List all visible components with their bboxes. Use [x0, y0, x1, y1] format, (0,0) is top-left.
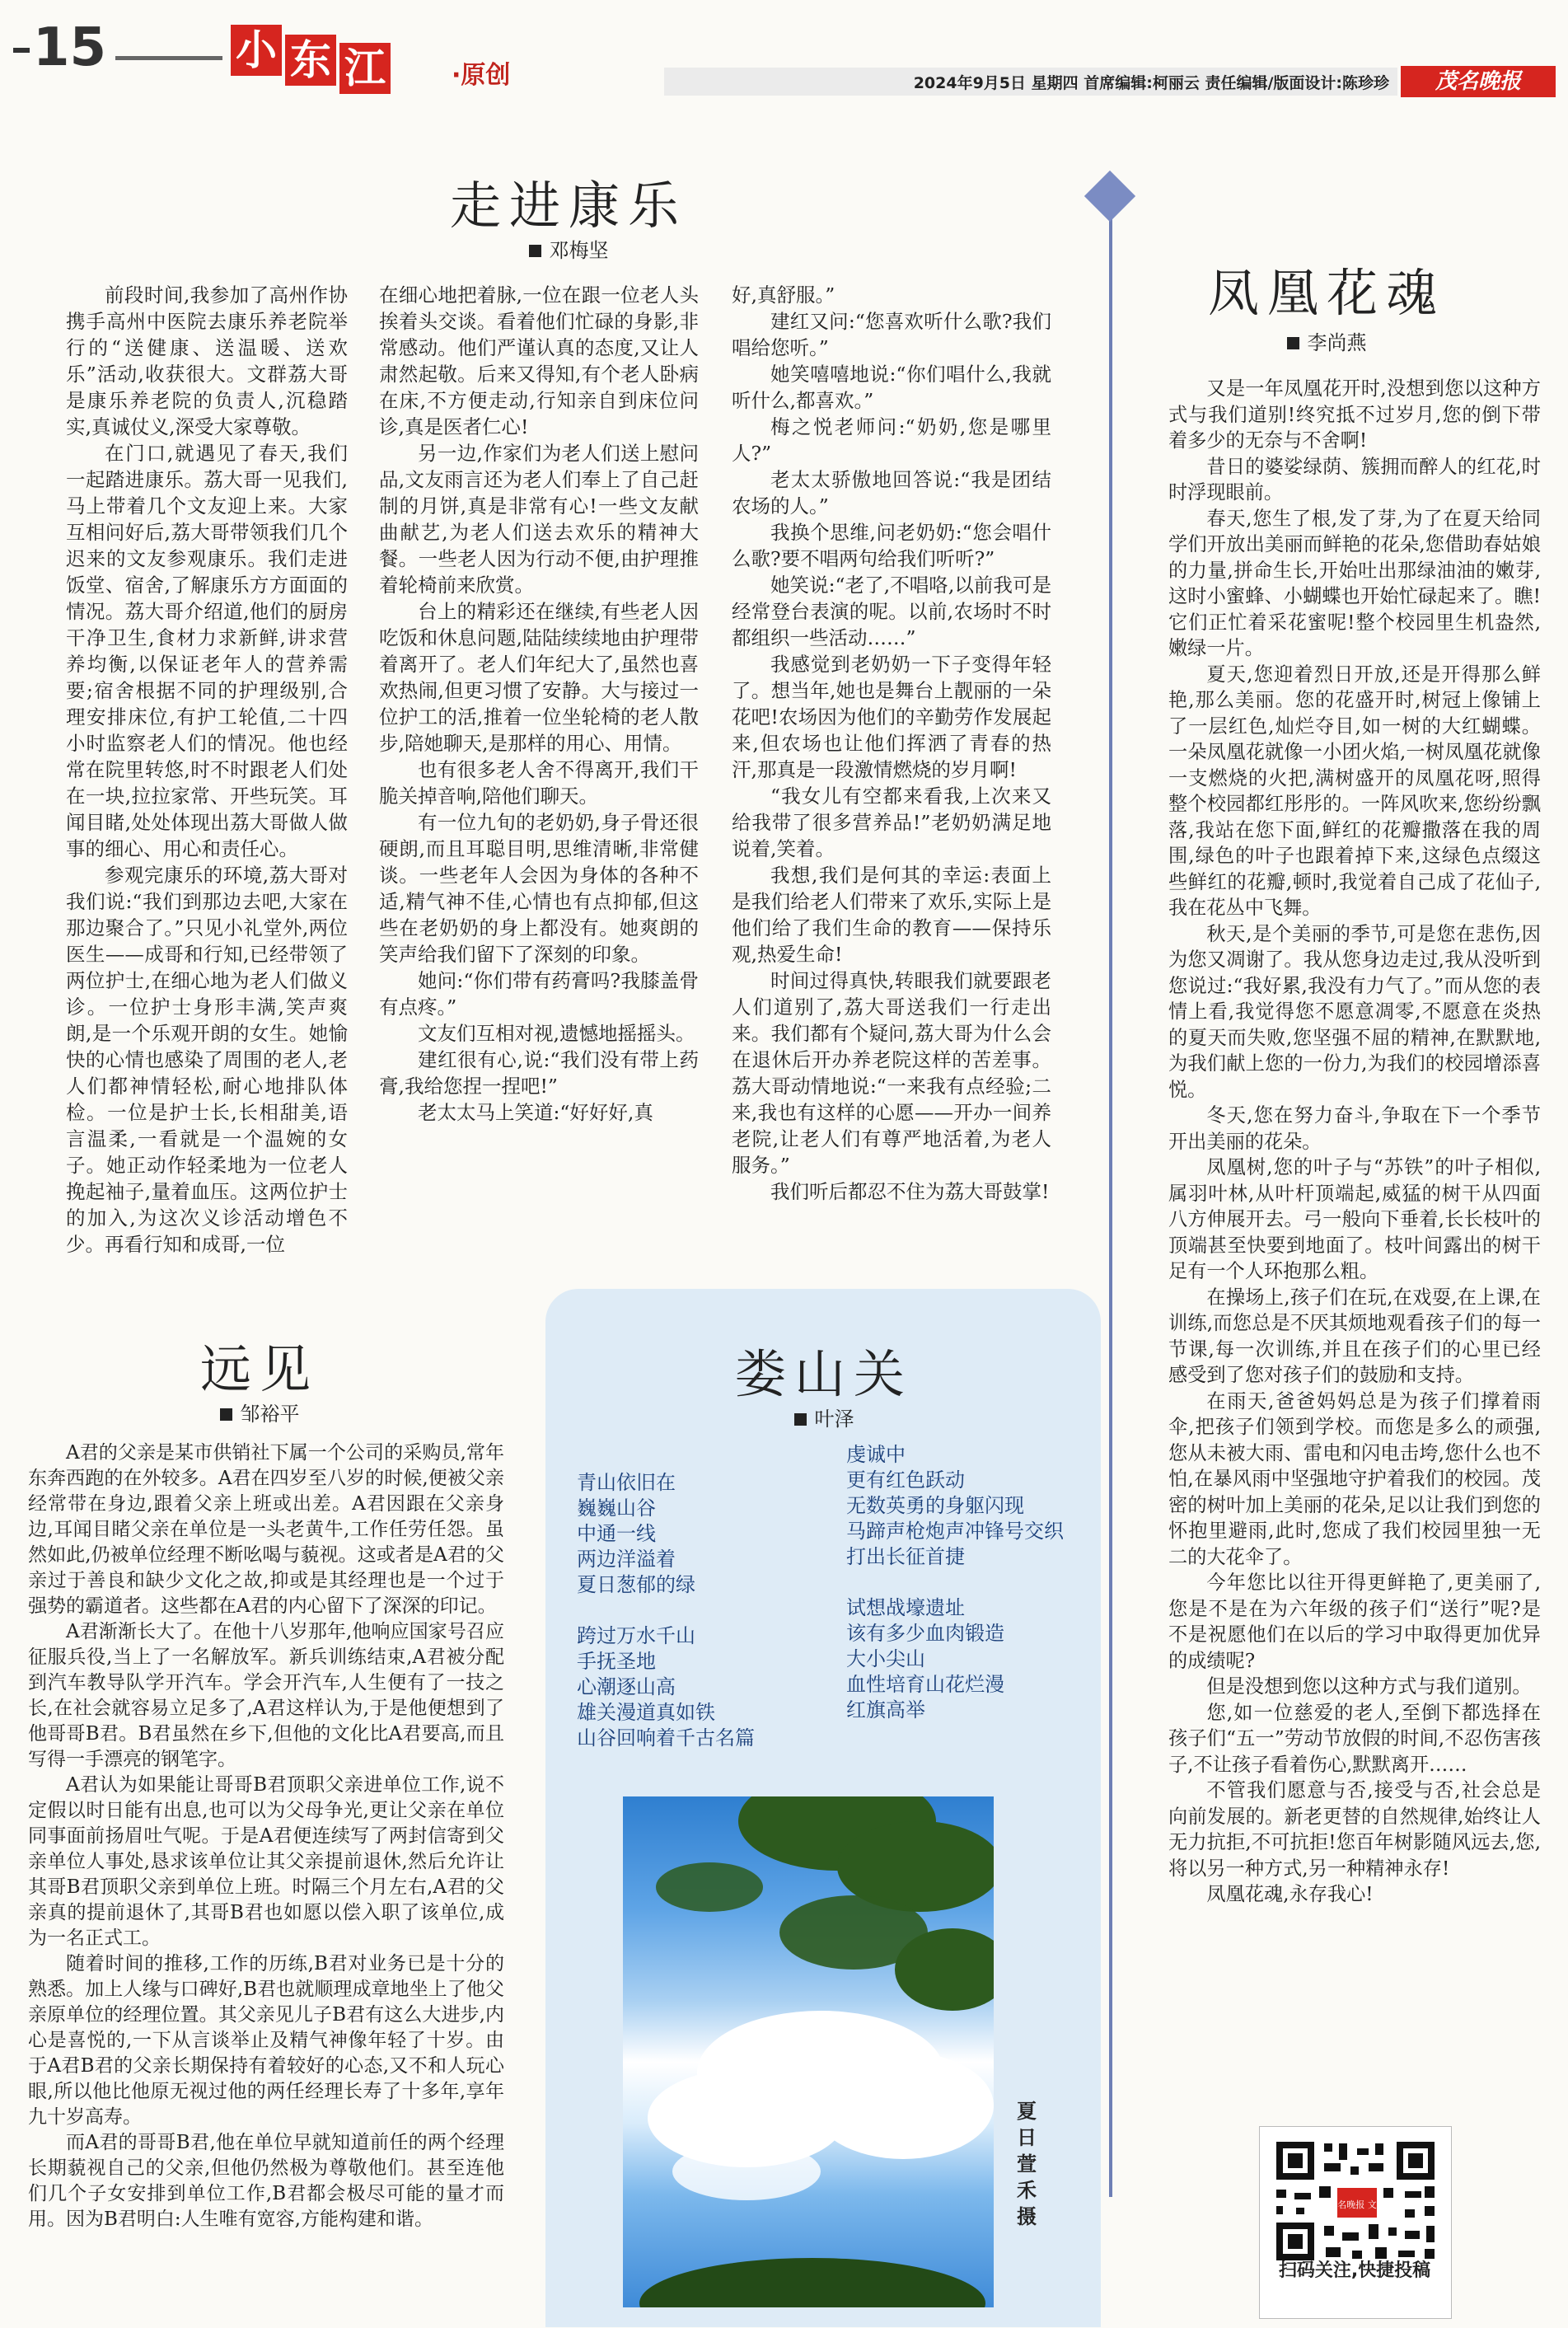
photo-caption: 夏日 萱禾摄 [1017, 2100, 1037, 2228]
article-title-kangle: 走进康乐 [449, 176, 687, 236]
paragraph: 她问:“你们带有药膏吗?我膝盖骨有点疼。” [379, 969, 699, 1019]
article-author-yuanjian: 邹裕平 [74, 1398, 445, 1426]
paragraph: 她笑嘻嘻地说:“你们唱什么,我就听什么,都喜欢。” [732, 363, 1051, 412]
paragraph: 冬天,您在努力奋斗,争取在下一个季节开出美丽的花朵。 [1168, 1104, 1541, 1153]
paragraph: 我想,我们是何其的幸运:表面上是我们给老人们带来了欢乐,实际上是他们给了我们生命的教育——保持乐观,热爱生命! [732, 864, 1051, 966]
article-author-loushan: 叶泽 [643, 1403, 1005, 1431]
poem-line: 两边洋溢着 [577, 1548, 676, 1571]
paragraph: A君渐渐长大了。在他十八岁那年,他响应国家号召应征服兵役,当上了一名解放军。新兵训练结束,A君被分配到汽车教导队学开汽车。学会开汽车,人生便有了一技之长,在社会就容易立足多了,A君这样认为,于是他便想到了他哥哥B君。B君虽然在乡下,但他的文化比A君要高,而且写得一手漂亮的钢笔字。 [28, 1621, 504, 1770]
paragraph: 而A君的哥哥B君,他在单位早就知道前任的两个经理长期藐视自己的父亲,但他仍然极为尊敬他们。甚至连他们几个子女安排到单位工作,B君都会极尽可能的量才而用。因为B君明白:人生唯有宽容,方能构建和谐。 [28, 2132, 504, 2230]
paragraph: 在细心地把着脉,一位在跟一位老人头挨着头交谈。看着他们忙碌的身影,非常感动。他们严谨认真的态度,又让人肃然起敬。后来又得知,有个老人卧病在床,不方便走动,行知亲自到床位问诊,真是医者仁心! [379, 283, 699, 438]
article-author-fenghuang: 李尚燕 [1154, 326, 1500, 355]
poem-line: 试想战壕遗址 [846, 1596, 965, 1619]
paragraph: 梅之悦老师问:“奶奶,您是哪里人?” [732, 415, 1051, 465]
paragraph: 不管我们愿意与否,接受与否,社会总是向前发展的。新老更替的自然规律,始终让人无力抗拒,不可抗拒!您百年树影随风远去,您,将以另一种方式,另一种精神永存! [1168, 1779, 1541, 1880]
qr-logo-text: 茂名晚报 文艺 [1328, 2199, 1386, 2210]
poem-line: 更有红色跃动 [846, 1468, 965, 1492]
poem-line: 虔诚中 [846, 1443, 906, 1466]
poem-line: 青山依旧在 [577, 1471, 676, 1494]
paragraph: 我们听后都忍不住为荔大哥鼓掌! [770, 1180, 1050, 1203]
newspaper-logo: 茂名晚报 [1401, 66, 1556, 97]
paragraph: 另一边,作家们为老人们送上慰问品,文友雨言还为老人们奉上了自己赶制的月饼,真是非常有心!一些文友献曲献艺,为老人们送去欢乐的精神大餐。一些老人因为行动不便,由护理推着轮椅前来欣赏。 [379, 442, 699, 597]
poem-stanza [577, 1470, 824, 1598]
paragraph: 在门口,就遇见了春天,我们一起踏进康乐。荔大哥一见我们,马上带着几个文友迎上来。大家互相问好后,荔大哥带领我们几个迟来的文友参观康乐。我们走进饭堂、宿舍,了解康乐方方面面的情况。荔大哥介绍道,他们的厨房干净卫生,食材力求新鲜,讲求营养均衡,以保证老年人的营养需要;宿舍根据不同的护理级别,合理安排床位,有护工轮值,二十四小时监察老人们的情况。他也经常在院里转悠,时不时跟老人们处在一块,拉拉家常、开些玩笑。耳闻目睹,处处体现出荔大哥做人做事的细心、用心和责任心。 [66, 442, 348, 860]
article-author-kangle: 邓梅坚 [346, 234, 791, 263]
section-label: ·原创 [452, 61, 511, 90]
paragraph: 夏天,您迎着烈日开放,还是开得那么鲜艳,那么美丽。您的花盛开时,树冠上像铺上了一层红色,灿烂夺目,如一树的大红蝴蝶。一朵凤凰花就像一小团火焰,一树凤凰花就像一支燃烧的火把,满树盛开的凤凰花呀,照得整个校园都红彤彤的。一阵风吹来,您纷纷飘落,我站在您下面,鲜红的花瓣撒落在我的周围,绿色的叶子也跟着掉下来,这绿色点缀这些鲜红的花瓣,顿时,我觉着自己成了花仙子,我在花丛中飞舞。 [1168, 663, 1541, 919]
poem-line: 夏日葱郁的绿 [577, 1573, 695, 1596]
poem-right-column [846, 1442, 1093, 1749]
brand-char-2: 东 [285, 35, 336, 86]
poem-stanza [846, 1442, 1093, 1570]
poem-line: 心潮逐山高 [577, 1675, 676, 1698]
poem-line: 手抚圣地 [577, 1650, 656, 1673]
poem-line: 雄关漫道真如铁 [577, 1701, 715, 1724]
poem-line: 血性培育山花烂漫 [846, 1673, 1004, 1696]
paragraph: 今年您比以往开得更鲜艳了,更美丽了,您是不是在为六年级的孩子们“送行”呢?是不是祝愿他们在以后的学习中取得更加优异的成绩呢? [1168, 1572, 1541, 1672]
paragraph: 您,如一位慈爱的老人,至倒下都选择在孩子们“五一”劳动节放假的时间,不忍伤害孩子,不让孩子看着伤心,默默离开…… [1168, 1701, 1541, 1776]
paragraph: 老太太骄傲地回答说:“我是团结农场的人。” [732, 468, 1051, 518]
paragraph: 建红很有心,说:“我们没有带上药膏,我给您捏一捏吧!” [379, 1048, 699, 1098]
article-body-yuanjian [28, 1440, 504, 2232]
paragraph: 凤凰花魂,永存我心! [1206, 1883, 1374, 1905]
poem-line: 红旗高举 [846, 1698, 925, 1721]
article-column-kangle-1 [66, 282, 348, 1258]
poem-line: 无数英勇的身躯闪现 [846, 1494, 1024, 1517]
paragraph: 但是没想到您以这种方式与我们道别。 [1206, 1675, 1532, 1698]
poem-line: 山谷回响着千古名篇 [577, 1726, 755, 1750]
article-title-yuanjian: 远见 [199, 1339, 319, 1399]
paragraph: “我女儿有空都来看我,上次来又给我带了很多营养品!”老奶奶满足地说着,笑着。 [732, 785, 1051, 860]
paragraph: 也有很多老人舍不得离开,我们干脆关掉音响,陪他们聊天。 [379, 758, 699, 808]
poem-line: 马蹄声枪炮声冲锋号交织 [846, 1520, 1064, 1543]
paragraph: 随着时间的推移,工作的历练,B君对业务已是十分的熟悉。加上人缘与口碑好,B君也就顺理成章地坐上了他父亲原单位的经理位置。其父亲见儿子B君有这么大进步,内心是喜悦的,一下从言谈举止及精气神像年轻了十岁。由于A君B君的父亲长期保持有着较好的心态,又不和人玩心眼,所以他比他原无视过他的两任经理长寿了十多年,享年九十岁高寿。 [28, 1953, 504, 2128]
header-rule [115, 56, 222, 60]
poem-stanza [846, 1595, 1093, 1723]
paragraph: 建红又问:“您喜欢听什么歌?我们唱给您听。” [732, 310, 1051, 359]
paragraph: 时间过得真快,转眼我们就要跟老人们道别了,荔大哥送我们一行走出来。我们都有个疑问,荔大哥为什么会在退休后开办养老院这样的苦差事。荔大哥动情地说:“一来我有点经验;二来,我也有这样的心愿——开办一间养老院,让老人们有尊严地活着,为老人服务。” [732, 969, 1051, 1177]
paragraph: 好,真舒服。” [732, 283, 835, 307]
paragraph: 秋天,是个美丽的季节,可是您在悲伤,因为您又凋谢了。我从您身边走过,我从没听到您说过:“我好累,我没有力气了。”而从您的表情上看,我觉得您不愿意凋零,不愿意在炎热的夏天而失败,您坚强不屈的精神,在默默地,为我们献上您的一份力,为我们的校园增添喜悦。 [1168, 922, 1541, 1101]
paragraph: 我感觉到老奶奶一下子变得年轻了。想当年,她也是舞台上靓丽的一朵花吧!农场因为他们的辛勤劳作发展起来,但农场也让他们挥洒了青春的热汗,那真是一段激情燃烧的岁月啊! [732, 653, 1051, 781]
paragraph: A君的父亲是某市供销社下属一个公司的采购员,常年东奔西跑的在外较多。A君在四岁至八岁的时候,便被父亲经常带在身边,跟着父亲上班或出差。A君因跟在父亲身边,耳闻目睹父亲在单位是一头老黄牛,工作任劳任怨。虽然如此,仍被单位经理不断吆喝与藐视。这或者是A君的父亲过于善良和缺少文化之故,抑或是其经理也是一个过于强势的霸道者。这些都在A君的内心留下了深深的印记。 [28, 1442, 504, 1617]
paragraph: 有一位九旬的老奶奶,身子骨还很硬朗,而且耳聪目明,思维清晰,非常健谈。一些老年人会因为身体的各种不适,精气神不佳,心情也有点抑郁,但这些在老奶奶的身上都没有。她爽朗的笑声给我们留下了深刻的印象。 [379, 811, 699, 966]
paragraph: 文友们互相对视,遗憾地摇摇头。 [418, 1022, 695, 1045]
article-column-kangle-3 [732, 282, 1051, 1205]
poem-line: 打出长征首捷 [846, 1545, 965, 1568]
paragraph: A君认为如果能让哥哥B君顶职父亲进单位工作,说不定假以时日能有出息,也可以为父母争光,更让父亲在单位同事面前扬眉吐气呢。于是A君便连续写了两封信寄到父亲单位人事处,恳求该单位让其父亲提前退休,然后允许让其哥B君顶职父亲到单位上班。时隔三个月左右,A君的父亲真的提前退休了,其哥B君也如愿以偿入职了该单位,成为一名正式工。 [28, 1774, 504, 1949]
paragraph: 我换个思维,问老奶奶:“您会唱什么歌?要不唱两句给我们听听?” [732, 521, 1051, 570]
page-number: 15 [13, 21, 106, 74]
article-column-kangle-2 [379, 282, 699, 1126]
poem-left-column [577, 1470, 824, 1777]
article-title-fenghuang: 凤凰花魂 [1207, 263, 1445, 323]
paragraph: 又是一年凤凰花开时,没想到您以这种方式与我们道别!终究抵不过岁月,您的倒下带着多少的无奈与不舍啊! [1168, 377, 1541, 452]
divider-diamond [1084, 171, 1135, 222]
summer-photo [623, 1796, 994, 2307]
poem-stanza [577, 1623, 824, 1751]
paragraph: 参观完康乐的环境,荔大哥对我们说:“我们到那边去吧,大家在那边聚合了。”只见小礼堂外,两位医生——成哥和行知,已经带领了两位护士,在细心地为老人们做义诊。一位护士身形丰满,笑声爽朗,是一个乐观开朗的女生。她愉快的心情也感染了周围的老人,老人们都神情轻松,耐心地排队体检。一位是护士长,长相甜美,语言温柔,一看就是一个温婉的女子。她正动作轻柔地为一位老人挽起袖子,量着血压。这两位护士的加入,为这次义诊活动增色不少。再看行知和成哥,一位 [66, 864, 348, 1256]
article-title-loushan: 娄山关 [734, 1344, 913, 1404]
brand-char-3: 江 [339, 43, 391, 94]
section-brand [231, 25, 394, 92]
poem-line: 大小尖山 [846, 1647, 925, 1670]
poem-line: 跨过万水千山 [577, 1624, 695, 1647]
qr-pattern [1260, 2127, 1451, 2271]
paragraph: 春天,您生了根,发了芽,为了在夏天给同学们开放出美丽而鲜艳的花朵,您借助春姑娘的力量,拼命生长,开始吐出那绿油油的嫩芽,这时小蜜蜂、小蝴蝶也开始忙碌起来了。瞧!它们正忙着采花蜜呢!整个校园里生机盎然,嫩绿一片。 [1168, 507, 1541, 659]
article-body-fenghuang [1168, 376, 1541, 1908]
paragraph: 前段时间,我参加了高州作协携手高州中医院去康乐养老院举行的“送健康、送温暖、送欢乐”活动,收获很大。文群荔大哥是康乐养老院的负责人,沉稳踏实,真诚仗义,深受大家尊敬。 [66, 283, 348, 438]
poem-line: 中通一线 [577, 1522, 656, 1545]
paragraph: 在雨天,爸爸妈妈总是为孩子们撑着雨伞,把孩子们领到学校。而您是多么的顽强,您从未被大雨、雷电和闪电击垮,您什么也不怕,在暴风雨中坚强地守护着我们的校园。茂密的树叶加上美丽的花朵,足以让我们到您的怀抱里避雨,此时,您成了我们校园里独一无二的大花伞了。 [1168, 1389, 1541, 1568]
brand-char-1: 小 [231, 25, 282, 76]
poem-line: 该有多少血肉锻造 [846, 1622, 1004, 1645]
divider-line [1109, 186, 1112, 2197]
qr-code[interactable] [1259, 2126, 1452, 2319]
poem-line: 巍巍山谷 [577, 1497, 656, 1520]
paragraph: 台上的精彩还在继续,有些老人因吃饭和休息问题,陆陆续续地由护理带着离开了。老人们年纪大了,虽然也喜欢热闹,但更习惯了安静。大与接过一位护工的活,推着一位坐轮椅的老人散步,陪她聊天,是那样的用心、用情。 [379, 600, 699, 755]
header-info: 2024年9月5日 星期四 首席编辑:柯丽云 责任编辑/版面设计:陈珍珍 [913, 74, 1389, 92]
paragraph: 老太太马上笑道:“好好好,真 [418, 1101, 653, 1124]
qr-caption: 扫码关注,快捷投稿 [1278, 2260, 1431, 2281]
paragraph: 昔日的婆娑绿荫、簇拥而醉人的红花,时时浮现眼前。 [1168, 455, 1541, 504]
paragraph: 在操场上,孩子们在玩,在戏耍,在上课,在训练,而您总是不厌其烦地观看孩子们的每一节课,每一次训练,并且在孩子们的心里已经感受到了您对孩子们的鼓励和支持。 [1168, 1286, 1541, 1386]
paragraph: 她笑说:“老了,不唱咯,以前我可是经常登台表演的呢。以前,农场时不时都组织一些活动……” [732, 574, 1051, 649]
paragraph: 凤凰树,您的叶子与“苏铁”的叶子相似,属羽叶林,从叶杆顶端起,威猛的树干从四面八方伸展开去。弓一般向下垂着,长长枝叶的顶端甚至快要到地面了。枝叶间露出的树干足有一个人环抱那么粗。 [1168, 1156, 1541, 1282]
